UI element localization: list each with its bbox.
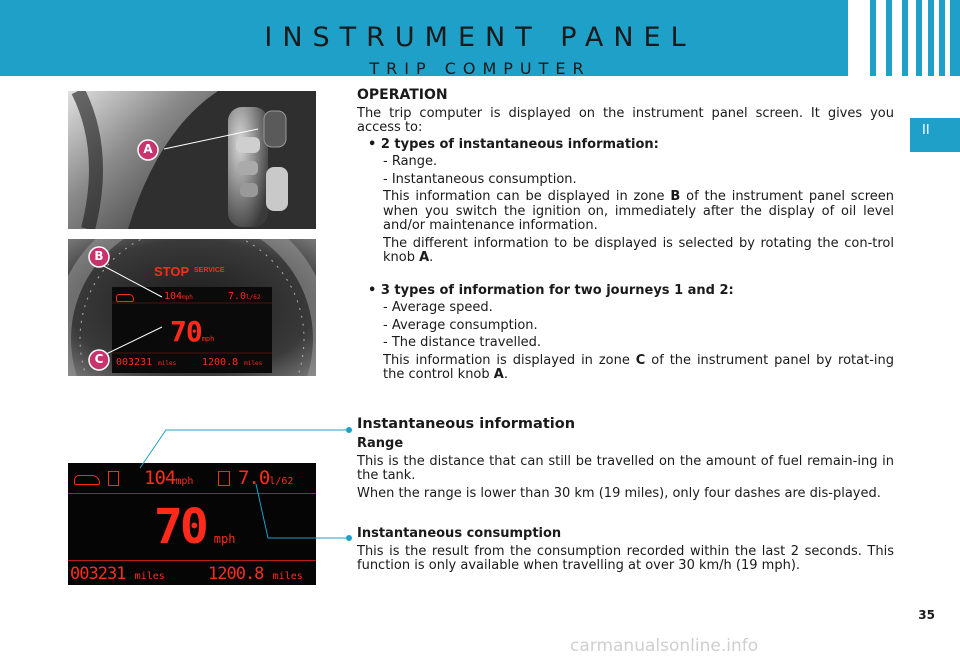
consumption-paragraph: This is the result from the consumption recorded within the last 2 seconds. This function is only available when travelling at over 30 km/h (19 mph).: [357, 543, 894, 573]
range-paragraph-2: When the range is lower than 30 km (19 miles), only four dashes are dis-played.: [357, 485, 881, 501]
cluster-trip: 1200.8 miles: [202, 357, 263, 368]
main-text: [357, 88, 894, 574]
item-instant-consumption: - Instantaneous consumption.: [383, 171, 577, 187]
item-distance-travelled: - The distance travelled.: [383, 335, 542, 350]
label-a-letter: A: [143, 142, 153, 156]
page-title: INSTRUMENT PANEL: [264, 22, 696, 53]
item-average-consumption: - Average consumption.: [383, 317, 538, 333]
range-display: 104mph: [144, 467, 194, 489]
cluster-range-value: 104mph: [164, 291, 193, 302]
consumption-display: 7.0l/62: [238, 467, 294, 489]
operation-heading: OPERATION: [357, 87, 448, 103]
cluster-speed-value: 70mph: [170, 315, 215, 348]
cluster-consumption-value: 7.0l/62: [228, 291, 261, 302]
service-warning-text: SERVICE: [194, 267, 225, 274]
bullet-instantaneous-types: • 2 types of instantaneous information:: [368, 136, 659, 152]
trip-distance-display: 1200.8 miles: [208, 564, 303, 584]
operation-intro: The trip computer is displayed on the instrument panel screen. It gives you access to:: [357, 105, 894, 135]
control-knob-paragraph: The different information to be displayed is selected by rotating the con-trol knob A.: [383, 235, 894, 265]
range-paragraph-1: This is the distance that can still be travelled on the amount of fuel remain-ing in the tank.: [357, 453, 894, 483]
page-number: 35: [918, 608, 935, 622]
odometer-display: 003231 miles: [70, 564, 165, 584]
watermark-text: carmanualsonline.info: [570, 636, 759, 656]
item-average-speed: - Average speed.: [383, 300, 493, 315]
consumption-heading: Instantaneous consumption: [357, 526, 562, 541]
page-subtitle: TRIP COMPUTER: [369, 59, 591, 78]
bullet-journey-types: • 3 types of information for two journeys 1 and 2:: [368, 282, 734, 298]
zone-c-paragraph: This information is displayed in zone C of the instrument panel by rotat-ing the control knob A.: [383, 352, 894, 382]
zone-b-paragraph: This information can be displayed in zone B of the instrument panel screen when you switch the ignition on, immediately after the display of oil level and/or maintenance information.: [383, 189, 894, 233]
label-b-letter: B: [94, 249, 104, 263]
instant-info-heading: Instantaneous information: [357, 415, 576, 432]
item-range: - Range.: [383, 154, 438, 169]
speed-display: 70 mph: [154, 499, 236, 555]
range-heading: Range: [357, 436, 404, 451]
stop-warning-text: STOP: [154, 264, 190, 279]
cluster-odometer: 003231 miles: [116, 357, 177, 368]
label-c-letter: C: [94, 352, 104, 366]
chapter-tab: II: [910, 118, 960, 152]
